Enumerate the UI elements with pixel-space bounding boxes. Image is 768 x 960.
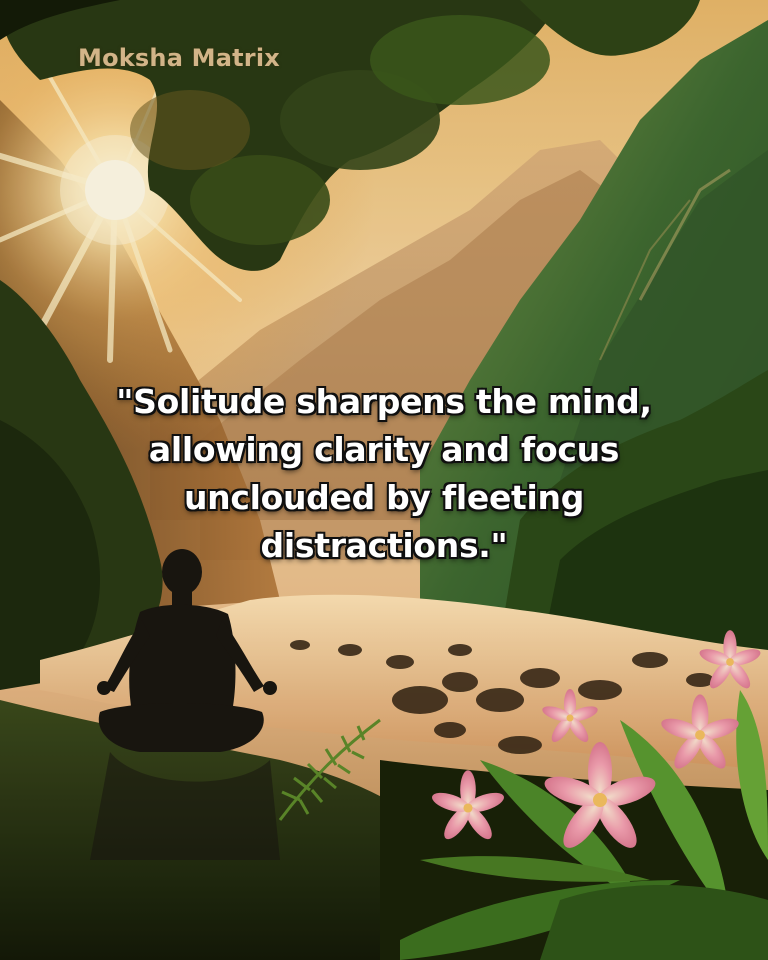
quote-text: [40, 378, 728, 570]
quote-line: allowing clarity and focus: [148, 430, 620, 469]
quote-line: distractions.": [260, 526, 508, 565]
brand-watermark: Moksha Matrix: [78, 44, 280, 72]
quote-line: "Solitude sharpens the mind,: [116, 382, 652, 421]
quote-line: unclouded by fleeting: [183, 478, 585, 517]
